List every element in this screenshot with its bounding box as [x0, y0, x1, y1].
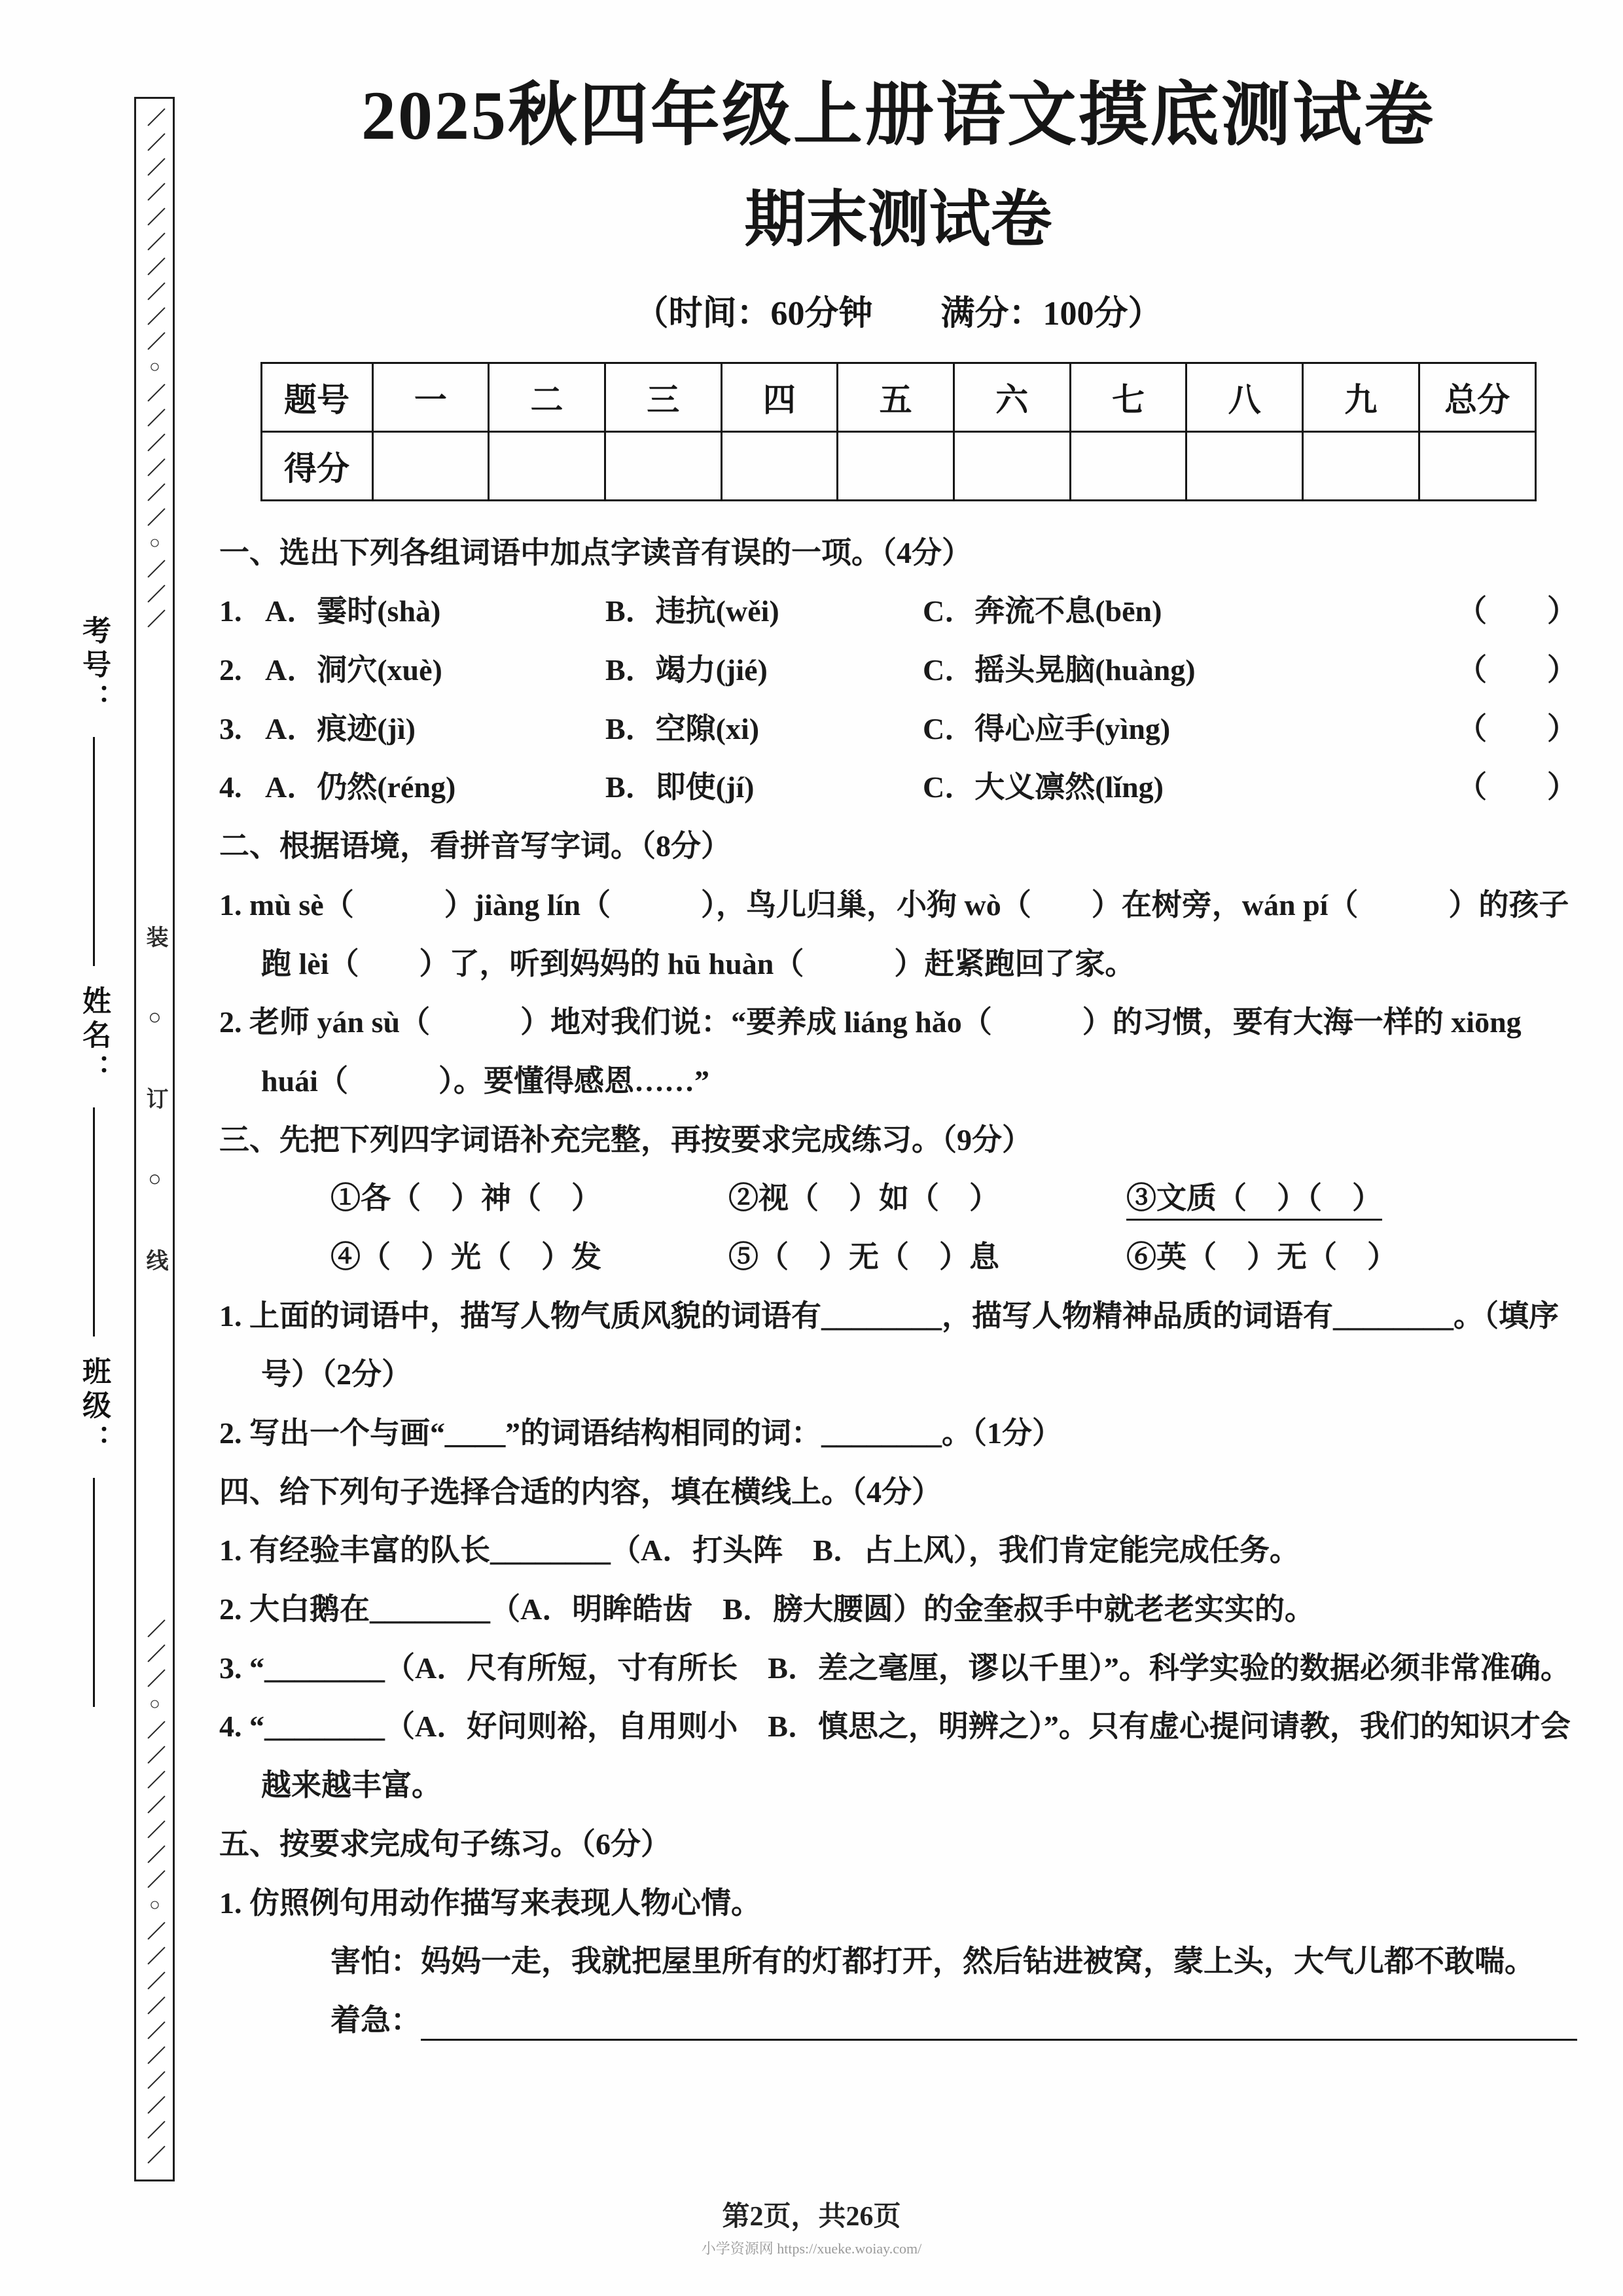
score-header-cell: 二 [489, 363, 605, 431]
margin-label-class: 班级： [78, 1356, 110, 1458]
word-group: ⑤（ ）无（ ）息 [728, 1240, 999, 1274]
choice-c: C．摇头晃脑(huàng) [923, 653, 1196, 687]
score-cell-empty [1186, 431, 1303, 500]
main-column [219, 77, 1577, 2050]
score-cell-empty [372, 431, 489, 500]
margin-label-exam-no: 考号： [78, 615, 110, 717]
score-cell-empty [605, 431, 721, 500]
score-cell-empty [721, 431, 838, 500]
choice-c: C．奔流不息(bēn) [923, 594, 1162, 628]
score-header-cell: 四 [721, 363, 838, 431]
score-header-cell: 九 [1303, 363, 1419, 431]
choice-c: C．大义凛然(lǐng) [923, 770, 1164, 804]
sub-question: 1. 仿照例句用动作描写来表现人物心情。 [219, 1886, 761, 1920]
word-group: ①各（ ）神（ ） [330, 1181, 601, 1215]
sentence-question: 4. “________（A．好问则裕，自用则小 B．慎思之，明辨之）”。只有虚心提问请教，我们的知识才会越来越丰富。 [219, 1710, 1571, 1803]
score-cell-empty [1303, 431, 1419, 500]
sentence-question: 1. 有经验丰富的队长________（A．打头阵 B．占上风），我们肯定能完成任务。 [219, 1534, 1300, 1568]
question-number: 2. [219, 653, 242, 687]
example-sentence: 害怕：妈妈一走，我就把屋里所有的灯都打开，然后钻进被窝，蒙上头，大气儿都不敢喘。 [330, 1945, 1535, 1979]
binding-hatch-top: ／／／／／／／／／／○／／／／／／○／／／ [145, 108, 165, 634]
page-title: 2025秋四年级上册语文摸底测试卷 [361, 77, 1435, 154]
answer-prompt: 着急： [330, 2003, 421, 2037]
section-4-heading: 四、给下列句子选择合适的内容，填在横线上。（4分） [219, 1475, 942, 1509]
score-header-cell: 六 [954, 363, 1070, 431]
word-group: ④（ ）光（ ）发 [330, 1240, 601, 1274]
score-cell-empty [954, 431, 1070, 500]
choice-a: A．霎时(shà) [265, 594, 441, 628]
binding-chars: 装○订○线 [143, 925, 167, 1329]
binding-hatch-bottom: ／／／○／／／／／／／○／／／／／／／／／／ [145, 1619, 165, 2170]
score-row-label: 得分 [261, 431, 372, 500]
exam-meta: （时间：60分钟 满分：100分） [634, 295, 1162, 332]
section-5-heading: 五、按要求完成句子练习。（6分） [219, 1827, 671, 1861]
choice-a: A．痕迹(jì) [265, 711, 416, 745]
word-fill-row [219, 1169, 1577, 1228]
score-header-cell: 三 [605, 363, 721, 431]
choice-b: B．即使(jí) [605, 770, 755, 804]
score-header-row [261, 363, 1535, 431]
question-number: 4. [219, 770, 242, 804]
section-1-heading: 一、选出下列各组词语中加点字读音有误的一项。（4分） [219, 535, 972, 569]
choice-c: C．得心应手(yìng) [923, 711, 1171, 745]
answer-prompt-row [219, 1991, 1577, 2050]
sub-question: 1. 上面的词语中，描写人物气质风貌的词语有________，描写人物精神品质的词语有________。（填序号）（2分） [219, 1299, 1559, 1391]
page-subtitle: 期末测试卷 [744, 185, 1052, 254]
section-2-heading: 二、根据语境，看拼音写字词。（8分） [219, 829, 731, 863]
score-header-cell: 题号 [261, 363, 372, 431]
pinyin-question: 1. mù sè（ ）jiàng lín（ ），鸟儿归巢，小狗 wò（ ）在树旁，wán pí（ ）的孩子跑 lèi（ ）了，听到妈妈的 hū huàn（ ）赶紧跑回了家。 [219, 888, 1569, 980]
score-table [260, 362, 1537, 501]
score-value-row [261, 431, 1535, 500]
footer-note: 小学资源网 https://xueke.woiay.com/ [701, 2240, 922, 2257]
binding-strip [134, 97, 175, 2181]
student-info-margin [71, 615, 116, 1727]
score-cell-empty [838, 431, 954, 500]
question-row [219, 758, 1577, 817]
score-header-cell: 总分 [1419, 363, 1535, 431]
section-3-heading: 三、先把下列四字词语补充完整，再按要求完成练习。（9分） [219, 1122, 1032, 1157]
answer-bracket: （ ） [1457, 594, 1577, 628]
question-row [219, 582, 1577, 641]
sentence-question: 2. 大白鹅在________（A．明眸皓齿 B．膀大腰圆）的金奎叔手中就老老实实的。 [219, 1592, 1315, 1626]
sentence-question: 3. “________（A．尺有所短，寸有所长 B．差之毫厘，谬以千里）”。科学实验的数据必须非常准确。 [219, 1651, 1571, 1685]
score-header-cell: 五 [838, 363, 954, 431]
choice-a: A．仍然(réng) [265, 770, 456, 804]
sub-question: 2. 写出一个与画“＿＿”的词语结构相同的词：________。（1分） [219, 1416, 1062, 1450]
margin-writein-line [93, 1478, 95, 1707]
choice-a: A．洞穴(xuè) [265, 653, 442, 687]
answer-line [421, 2001, 1577, 2041]
question-row [219, 641, 1577, 700]
answer-bracket: （ ） [1457, 653, 1577, 687]
choice-b: B．竭力(jié) [605, 653, 768, 687]
word-group-underlined: ③文质（ ）（ ） [1126, 1181, 1382, 1215]
question-row [219, 700, 1577, 759]
score-cell-empty [1070, 431, 1186, 500]
choice-b: B．空隙(xi) [605, 711, 760, 745]
score-cell-empty [1419, 431, 1535, 500]
score-cell-empty [489, 431, 605, 500]
answer-bracket: （ ） [1457, 770, 1577, 804]
question-number: 1. [219, 594, 242, 628]
word-group: ⑥英（ ）无（ ） [1126, 1240, 1397, 1274]
margin-writein-line [93, 1107, 95, 1336]
score-header-cell: 七 [1070, 363, 1186, 431]
page-number: 第2页，共26页 [722, 2202, 901, 2232]
pinyin-question: 2. 老师 yán sù（ ）地对我们说：“要养成 liáng hǎo（ ）的习惯，要有大海一样的 xiōng huái（ ）。要懂得感恩……” [219, 1005, 1522, 1098]
choice-b: B．违抗(wěi) [605, 594, 779, 628]
page-footer [0, 2195, 1623, 2258]
word-group: ②视（ ）如（ ） [728, 1181, 999, 1215]
score-header-cell: 八 [1186, 363, 1303, 431]
exam-body [219, 524, 1577, 2050]
margin-label-name: 姓名： [78, 986, 110, 1088]
question-number: 3. [219, 711, 242, 745]
score-header-cell: 一 [372, 363, 489, 431]
margin-writein-line [93, 737, 95, 966]
word-fill-row [219, 1228, 1577, 1287]
answer-bracket: （ ） [1457, 711, 1577, 745]
